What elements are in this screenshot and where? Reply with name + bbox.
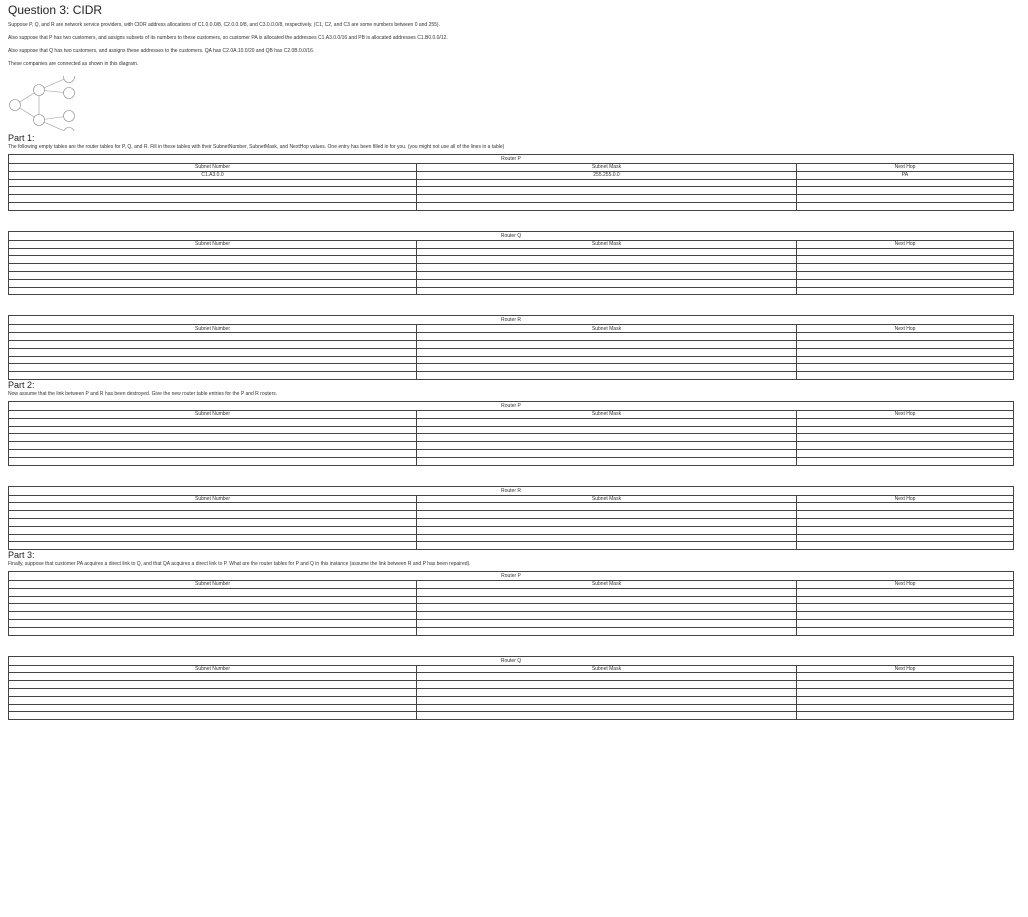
subnet-number-header: Subnet Number xyxy=(9,410,417,418)
subnet-mask-cell[interactable] xyxy=(417,248,797,256)
subnet-number-header: Subnet Number xyxy=(9,665,417,673)
subnet-number-cell[interactable] xyxy=(9,689,417,697)
table-row xyxy=(9,704,1014,712)
network-diagram xyxy=(8,76,108,131)
node-p xyxy=(34,85,45,96)
subnet-number-cell[interactable] xyxy=(9,612,417,620)
router-table-title: Router R xyxy=(9,486,1014,495)
table-row xyxy=(9,596,1014,604)
node-r xyxy=(10,100,21,111)
subnet-mask-header: Subnet Mask xyxy=(417,581,797,589)
table-row xyxy=(9,256,1014,264)
next-hop-cell[interactable] xyxy=(797,264,1014,272)
table-row xyxy=(9,187,1014,195)
subnet-mask-cell[interactable] xyxy=(417,620,797,628)
question-title: Question 3: CIDR xyxy=(8,3,103,17)
next-hop-cell[interactable] xyxy=(797,604,1014,612)
table-row xyxy=(9,418,1014,426)
router-table-title: Router R xyxy=(9,316,1014,325)
part3-router-table xyxy=(8,571,1014,636)
next-hop-cell[interactable] xyxy=(797,503,1014,511)
subnet-mask-cell[interactable] xyxy=(417,604,797,612)
table-row xyxy=(9,449,1014,457)
subnet-mask-cell[interactable] xyxy=(417,187,797,195)
next-hop-cell[interactable] xyxy=(797,333,1014,341)
subnet-mask-cell[interactable] xyxy=(417,503,797,511)
next-hop-cell[interactable] xyxy=(797,712,1014,720)
next-hop-cell[interactable] xyxy=(797,426,1014,434)
table-row xyxy=(9,588,1014,596)
next-hop-cell[interactable] xyxy=(797,526,1014,534)
part2-router-table xyxy=(8,401,1014,466)
table-row xyxy=(9,202,1014,210)
next-hop-cell[interactable] xyxy=(797,588,1014,596)
subnet-number-cell[interactable] xyxy=(9,434,417,442)
next-hop-cell[interactable] xyxy=(797,279,1014,287)
table-row xyxy=(9,356,1014,364)
subnet-number-cell[interactable] xyxy=(9,526,417,534)
table-row xyxy=(9,264,1014,272)
router-table-title: Router P xyxy=(9,572,1014,581)
next-hop-cell[interactable] xyxy=(797,256,1014,264)
next-hop-cell[interactable] xyxy=(797,457,1014,465)
subnet-number-cell[interactable] xyxy=(9,340,417,348)
subnet-mask-cell[interactable] xyxy=(417,271,797,279)
next-hop-cell[interactable] xyxy=(797,248,1014,256)
next-hop-cell[interactable] xyxy=(797,179,1014,187)
intro-paragraph-3: Also suppose that Q has two customers, and assigns these addresses to the customers. QA has C2.0A.10.0/20 and QB has C2.0B.0.0/16. xyxy=(8,48,315,54)
subnet-number-cell[interactable] xyxy=(9,187,417,195)
subnet-number-cell[interactable] xyxy=(9,696,417,704)
subnet-number-cell[interactable]: C1.A3.0.0 xyxy=(9,171,417,179)
subnet-number-cell[interactable] xyxy=(9,248,417,256)
next-hop-cell[interactable] xyxy=(797,372,1014,380)
next-hop-cell[interactable] xyxy=(797,689,1014,697)
subnet-mask-header: Subnet Mask xyxy=(417,410,797,418)
subnet-mask-header: Subnet Mask xyxy=(417,164,797,172)
next-hop-cell[interactable] xyxy=(797,287,1014,295)
subnet-mask-cell[interactable] xyxy=(417,364,797,372)
subnet-mask-cell[interactable] xyxy=(417,704,797,712)
subnet-number-cell[interactable] xyxy=(9,356,417,364)
subnet-mask-cell[interactable] xyxy=(417,627,797,635)
subnet-number-header: Subnet Number xyxy=(9,164,417,172)
part3-tables xyxy=(8,571,1014,720)
subnet-mask-cell[interactable] xyxy=(417,348,797,356)
subnet-number-cell[interactable] xyxy=(9,195,417,203)
next-hop-cell[interactable] xyxy=(797,442,1014,450)
subnet-number-header: Subnet Number xyxy=(9,581,417,589)
table-row xyxy=(9,179,1014,187)
table-row xyxy=(9,333,1014,341)
subnet-mask-cell[interactable] xyxy=(417,689,797,697)
subnet-mask-cell[interactable] xyxy=(417,712,797,720)
subnet-number-cell[interactable] xyxy=(9,712,417,720)
next-hop-cell[interactable] xyxy=(797,518,1014,526)
subnet-mask-cell[interactable] xyxy=(417,287,797,295)
subnet-mask-header: Subnet Mask xyxy=(417,495,797,503)
table-row xyxy=(9,442,1014,450)
subnet-mask-cell[interactable] xyxy=(417,418,797,426)
next-hop-cell[interactable] xyxy=(797,511,1014,519)
subnet-mask-cell[interactable] xyxy=(417,356,797,364)
subnet-number-cell[interactable] xyxy=(9,542,417,550)
node-qa xyxy=(64,111,75,122)
router-table-title: Router P xyxy=(9,155,1014,164)
subnet-mask-cell[interactable]: 255.255.0.0 xyxy=(417,171,797,179)
router-table-title: Router Q xyxy=(9,231,1014,240)
next-hop-cell[interactable] xyxy=(797,627,1014,635)
subnet-number-cell[interactable] xyxy=(9,179,417,187)
next-hop-cell[interactable] xyxy=(797,704,1014,712)
part3-description: Finally, suppose that customer PA acquires a direct link to Q, and that QA acquires a direct link to P. What are the router tables for P and Q in this instance (assume the link between R and P has been repaired). xyxy=(8,561,471,568)
subnet-mask-header: Subnet Mask xyxy=(417,665,797,673)
table-row xyxy=(9,534,1014,542)
subnet-number-cell[interactable] xyxy=(9,202,417,210)
table-row xyxy=(9,518,1014,526)
node-qb xyxy=(64,128,75,132)
subnet-number-header: Subnet Number xyxy=(9,240,417,248)
table-row xyxy=(9,364,1014,372)
table-row xyxy=(9,696,1014,704)
subnet-number-cell[interactable] xyxy=(9,333,417,341)
table-row xyxy=(9,681,1014,689)
table-row xyxy=(9,287,1014,295)
part2-description: Now assume that the link between P and R has been destroyed. Give the new router table entries for the P and R routers. xyxy=(8,390,278,397)
subnet-number-cell[interactable] xyxy=(9,627,417,635)
subnet-number-cell[interactable] xyxy=(9,673,417,681)
subnet-number-cell[interactable] xyxy=(9,596,417,604)
subnet-number-header: Subnet Number xyxy=(9,325,417,333)
subnet-mask-header: Subnet Mask xyxy=(417,325,797,333)
table-row xyxy=(9,248,1014,256)
next-hop-cell[interactable] xyxy=(797,418,1014,426)
subnet-mask-cell[interactable] xyxy=(417,202,797,210)
subnet-mask-cell[interactable] xyxy=(417,264,797,272)
table-row xyxy=(9,712,1014,720)
subnet-mask-cell[interactable] xyxy=(417,696,797,704)
subnet-mask-cell[interactable] xyxy=(417,596,797,604)
table-row xyxy=(9,348,1014,356)
subnet-mask-cell[interactable] xyxy=(417,681,797,689)
next-hop-cell[interactable] xyxy=(797,542,1014,550)
table-row xyxy=(9,627,1014,635)
table-row xyxy=(9,503,1014,511)
subnet-number-cell[interactable] xyxy=(9,442,417,450)
subnet-number-cell[interactable] xyxy=(9,457,417,465)
next-hop-cell[interactable] xyxy=(797,202,1014,210)
subnet-mask-cell[interactable] xyxy=(417,426,797,434)
next-hop-header: Next Hop xyxy=(797,410,1014,418)
next-hop-header: Next Hop xyxy=(797,495,1014,503)
table-row xyxy=(9,604,1014,612)
next-hop-cell[interactable] xyxy=(797,612,1014,620)
subnet-mask-cell[interactable] xyxy=(417,449,797,457)
table-row xyxy=(9,340,1014,348)
part2-router-table xyxy=(8,486,1014,551)
subnet-mask-cell[interactable] xyxy=(417,526,797,534)
subnet-mask-cell[interactable] xyxy=(417,434,797,442)
subnet-number-cell[interactable] xyxy=(9,287,417,295)
intro-paragraph-1: Suppose P, Q, and R are network service providers, with CIDR address allocations of C1.0.0.0/8, C2.0.0.0/8, and C3.0.0.0/8, respectively. (C1, C2, and C3 are some numbers between 0 and 255). xyxy=(8,22,440,28)
subnet-number-cell[interactable] xyxy=(9,271,417,279)
table-row xyxy=(9,673,1014,681)
subnet-number-cell[interactable] xyxy=(9,704,417,712)
table-row xyxy=(9,511,1014,519)
intro-paragraph-4: These companies are connected as shown in this diagram. xyxy=(8,61,139,67)
subnet-mask-cell[interactable] xyxy=(417,179,797,187)
part1-title: Part 1: xyxy=(8,133,35,143)
table-row xyxy=(9,171,1014,179)
next-hop-header: Next Hop xyxy=(797,164,1014,172)
intro-paragraph-2: Also suppose that P has two customers, and assigns subsets of its numbers to these customers, so customer PA is allocated the addresses C1.A3.0.0/16 and PB is allocated addresses C1.B0.0.0/12. xyxy=(8,35,448,41)
subnet-number-cell[interactable] xyxy=(9,256,417,264)
part2-title: Part 2: xyxy=(8,379,35,390)
subnet-number-cell[interactable] xyxy=(9,426,417,434)
subnet-number-cell[interactable] xyxy=(9,364,417,372)
next-hop-cell[interactable] xyxy=(797,673,1014,681)
subnet-mask-cell[interactable] xyxy=(417,542,797,550)
subnet-mask-cell[interactable] xyxy=(417,333,797,341)
subnet-number-cell[interactable] xyxy=(9,503,417,511)
next-hop-cell[interactable] xyxy=(797,271,1014,279)
subnet-mask-cell[interactable] xyxy=(417,588,797,596)
subnet-mask-cell[interactable] xyxy=(417,511,797,519)
next-hop-cell[interactable] xyxy=(797,195,1014,203)
subnet-mask-cell[interactable] xyxy=(417,673,797,681)
part1-router-table xyxy=(8,154,1014,211)
table-row xyxy=(9,612,1014,620)
next-hop-cell[interactable] xyxy=(797,187,1014,195)
part1-tables xyxy=(8,154,1014,380)
next-hop-cell[interactable] xyxy=(797,348,1014,356)
subnet-mask-cell[interactable] xyxy=(417,534,797,542)
subnet-mask-cell[interactable] xyxy=(417,195,797,203)
subnet-number-cell[interactable] xyxy=(9,418,417,426)
table-row xyxy=(9,372,1014,380)
subnet-number-cell[interactable] xyxy=(9,511,417,519)
next-hop-header: Next Hop xyxy=(797,665,1014,673)
subnet-number-cell[interactable] xyxy=(9,372,417,380)
next-hop-cell[interactable] xyxy=(797,534,1014,542)
next-hop-header: Next Hop xyxy=(797,240,1014,248)
table-row xyxy=(9,279,1014,287)
part2-tables xyxy=(8,401,1014,550)
subnet-number-cell[interactable] xyxy=(9,681,417,689)
subnet-mask-cell[interactable] xyxy=(417,457,797,465)
table-row xyxy=(9,620,1014,628)
subnet-number-cell[interactable] xyxy=(9,264,417,272)
subnet-mask-cell[interactable] xyxy=(417,340,797,348)
table-row xyxy=(9,457,1014,465)
part1-router-table xyxy=(8,231,1014,296)
subnet-number-header: Subnet Number xyxy=(9,495,417,503)
table-row xyxy=(9,689,1014,697)
next-hop-cell[interactable] xyxy=(797,449,1014,457)
next-hop-header: Next Hop xyxy=(797,581,1014,589)
part1-router-table xyxy=(8,315,1014,380)
node-q xyxy=(34,115,45,126)
part1-description: The following empty tables are the router tables for P, Q, and R. Fill in these tables with their SubnetNumber, SubnetMask, and NextHop values. One entry has been filled in for you. (you might not use all of the lines in a table) xyxy=(8,144,505,150)
subnet-number-cell[interactable] xyxy=(9,279,417,287)
subnet-number-cell[interactable] xyxy=(9,348,417,356)
part3-router-table xyxy=(8,656,1014,721)
subnet-number-cell[interactable] xyxy=(9,604,417,612)
subnet-number-cell[interactable] xyxy=(9,620,417,628)
subnet-mask-cell[interactable] xyxy=(417,372,797,380)
page xyxy=(8,0,1014,720)
next-hop-cell[interactable] xyxy=(797,434,1014,442)
subnet-mask-cell[interactable] xyxy=(417,279,797,287)
subnet-mask-cell[interactable] xyxy=(417,442,797,450)
subnet-mask-cell[interactable] xyxy=(417,518,797,526)
table-row xyxy=(9,434,1014,442)
next-hop-cell[interactable] xyxy=(797,620,1014,628)
router-table-title: Router P xyxy=(9,401,1014,410)
node-pb xyxy=(64,88,75,99)
router-table-title: Router Q xyxy=(9,656,1014,665)
subnet-number-cell[interactable] xyxy=(9,518,417,526)
next-hop-cell[interactable]: PA xyxy=(797,171,1014,179)
subnet-number-cell[interactable] xyxy=(9,588,417,596)
next-hop-cell[interactable] xyxy=(797,696,1014,704)
next-hop-cell[interactable] xyxy=(797,596,1014,604)
table-row xyxy=(9,542,1014,550)
table-row xyxy=(9,271,1014,279)
subnet-mask-cell[interactable] xyxy=(417,256,797,264)
part3-title: Part 3: xyxy=(8,550,35,561)
subnet-mask-header: Subnet Mask xyxy=(417,240,797,248)
node-pa xyxy=(64,76,75,83)
table-row xyxy=(9,526,1014,534)
table-row xyxy=(9,195,1014,203)
table-row xyxy=(9,426,1014,434)
subnet-mask-cell[interactable] xyxy=(417,612,797,620)
subnet-number-cell[interactable] xyxy=(9,534,417,542)
next-hop-cell[interactable] xyxy=(797,340,1014,348)
subnet-number-cell[interactable] xyxy=(9,449,417,457)
next-hop-cell[interactable] xyxy=(797,364,1014,372)
next-hop-cell[interactable] xyxy=(797,681,1014,689)
next-hop-cell[interactable] xyxy=(797,356,1014,364)
next-hop-header: Next Hop xyxy=(797,325,1014,333)
